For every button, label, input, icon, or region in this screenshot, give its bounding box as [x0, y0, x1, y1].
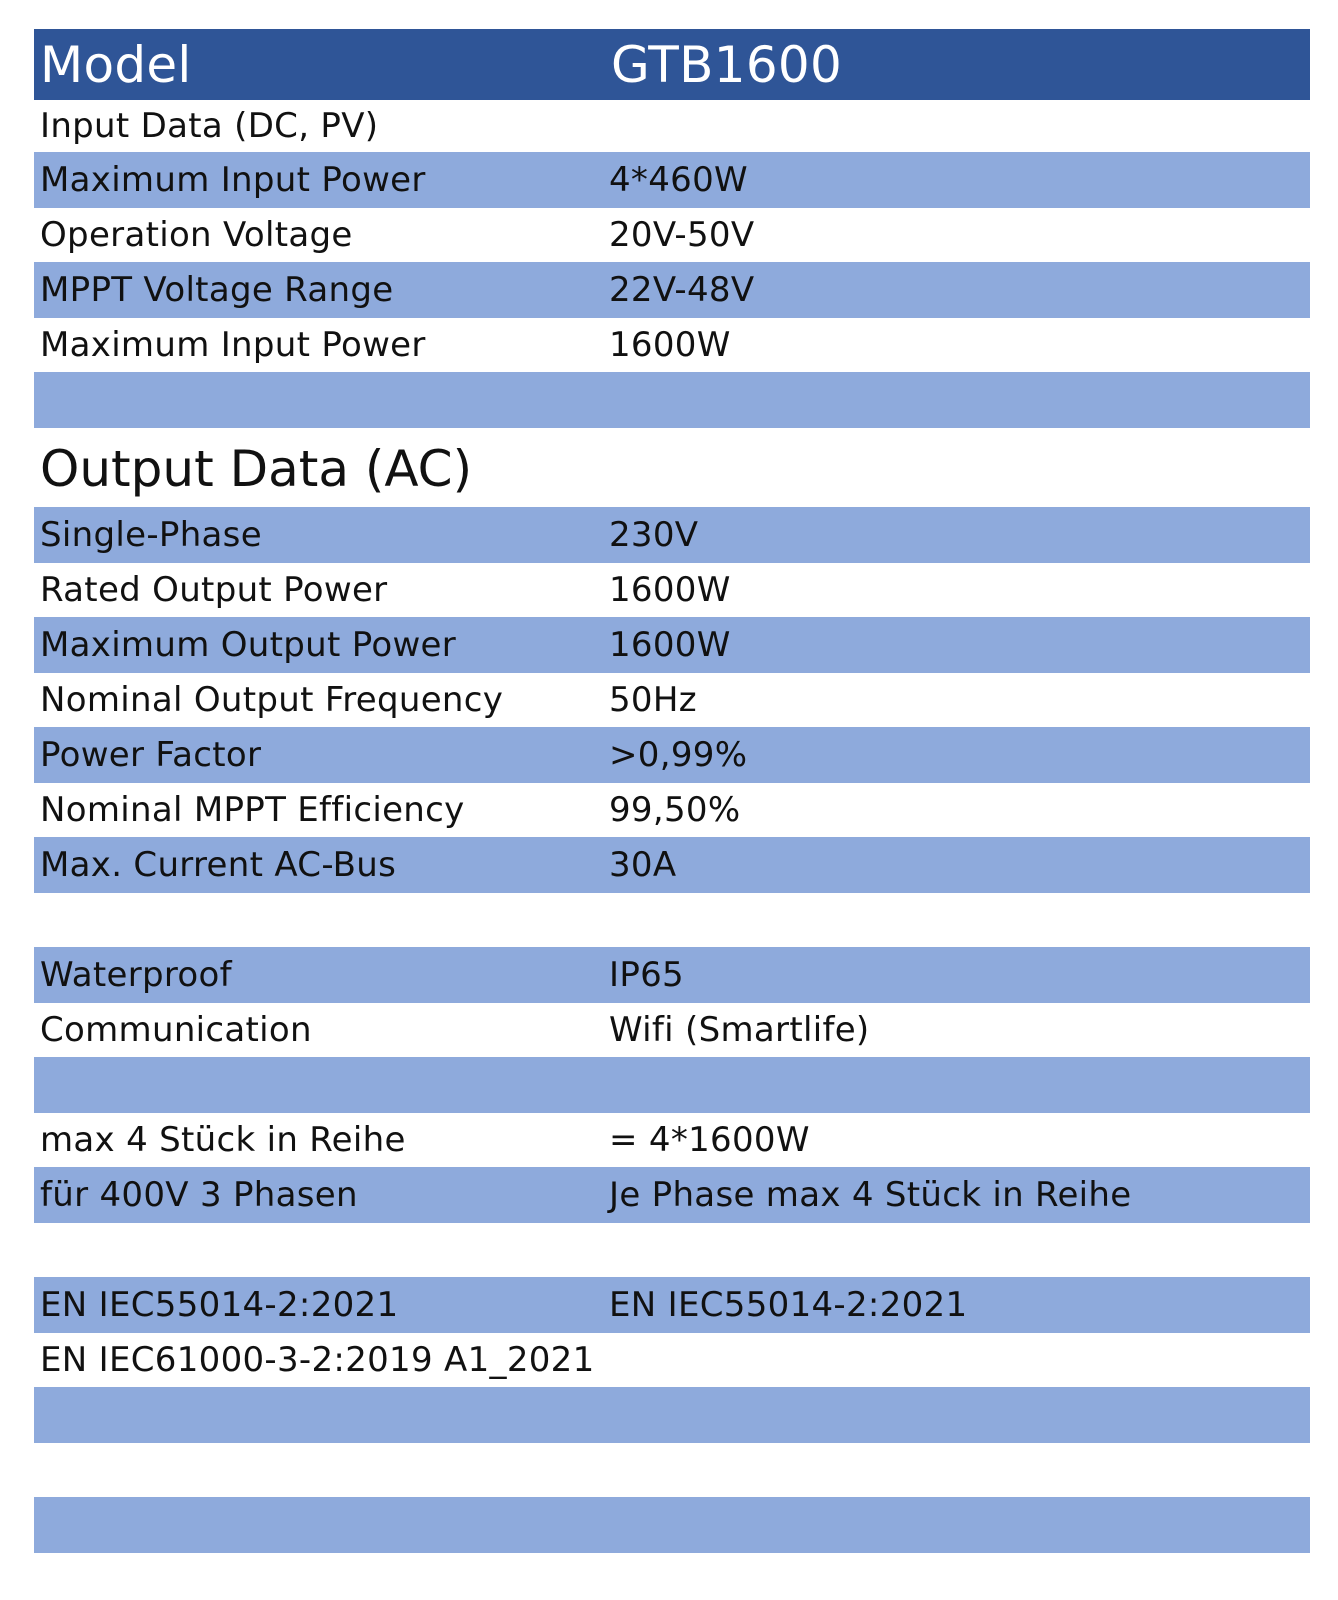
- spec-row: [34, 1332, 1310, 1388]
- spec-label: EN IEC61000-3-2:2019 A1_2021: [40, 1340, 595, 1380]
- empty-stripe-row: [34, 1387, 1310, 1443]
- spec-label: Rated Output Power: [40, 570, 388, 610]
- spec-row: [34, 317, 1310, 373]
- spec-row: [34, 262, 1310, 318]
- spec-value: = 4*1600W: [609, 1120, 810, 1160]
- spec-value: 4*460W: [609, 160, 748, 200]
- spec-label: Maximum Input Power: [40, 325, 426, 365]
- spec-row: [34, 562, 1310, 618]
- spec-value: 22V-48V: [609, 270, 755, 310]
- spec-row: [34, 1167, 1310, 1223]
- spec-label: Max. Current AC-Bus: [40, 845, 397, 885]
- spec-value: 230V: [609, 515, 699, 555]
- model-header-row: [34, 29, 1310, 100]
- empty-stripe-row: [34, 1497, 1310, 1553]
- spec-row: [34, 152, 1310, 208]
- spec-label: Maximum Input Power: [40, 160, 426, 200]
- spec-row: [34, 207, 1310, 263]
- spec-label: für 400V 3 Phasen: [40, 1175, 358, 1215]
- spec-label: Maximum Output Power: [40, 625, 457, 665]
- empty-stripe-row: [34, 1057, 1310, 1113]
- spec-label: Nominal Output Frequency: [40, 680, 504, 720]
- spec-row: [34, 782, 1310, 838]
- spec-row: [34, 1002, 1310, 1058]
- spec-row: [34, 837, 1310, 893]
- spec-value: EN IEC55014-2:2021: [609, 1285, 968, 1325]
- spec-value: Je Phase max 4 Stück in Reihe: [609, 1175, 1132, 1215]
- spec-row: [34, 1277, 1310, 1333]
- spec-row: [34, 727, 1310, 783]
- spec-value: Wifi (Smartlife): [609, 1010, 870, 1050]
- spec-row: [34, 507, 1310, 563]
- spec-label: EN IEC55014-2:2021: [40, 1285, 399, 1325]
- spec-value: 1600W: [609, 325, 731, 365]
- spec-value: 99,50%: [609, 790, 741, 830]
- spec-value: 50Hz: [609, 680, 697, 720]
- spec-label: max 4 Stück in Reihe: [40, 1120, 406, 1160]
- spec-value: IP65: [609, 955, 684, 995]
- spec-value: 1600W: [609, 570, 731, 610]
- spec-row: [34, 672, 1310, 728]
- empty-stripe-row: [34, 372, 1310, 428]
- spec-value: 1600W: [609, 625, 731, 665]
- spec-row: [34, 617, 1310, 673]
- model-value: GTB1600: [611, 35, 843, 94]
- model-label: Model: [40, 35, 192, 94]
- input-section-title: Input Data (DC, PV): [40, 106, 379, 146]
- spec-label: Operation Voltage: [40, 215, 353, 255]
- spec-value: >0,99%: [609, 735, 748, 775]
- spec-row: [34, 947, 1310, 1003]
- spec-label: Single-Phase: [40, 515, 262, 555]
- spec-value: 20V-50V: [609, 215, 755, 255]
- spec-label: Waterproof: [40, 955, 232, 995]
- spec-label: Nominal MPPT Efficiency: [40, 790, 465, 830]
- spec-label: MPPT Voltage Range: [40, 270, 394, 310]
- spec-label: Power Factor: [40, 735, 262, 775]
- input-section-title-row: [34, 98, 1310, 154]
- spec-row: [34, 1112, 1310, 1168]
- spec-value: 30A: [609, 845, 677, 885]
- spec-label: Communication: [40, 1010, 312, 1050]
- output-section-title: Output Data (AC): [40, 440, 473, 498]
